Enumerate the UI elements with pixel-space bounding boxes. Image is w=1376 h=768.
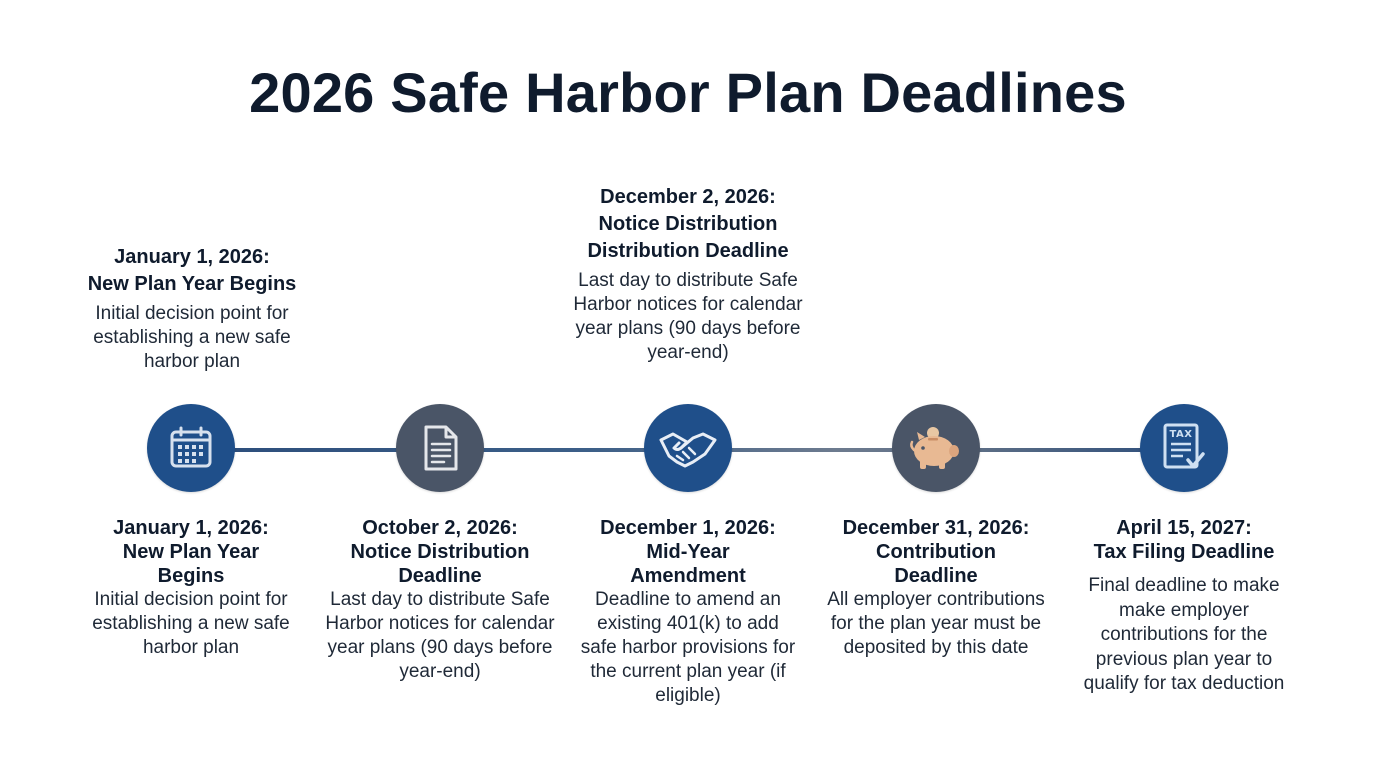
milestone-event: Contribution Deadline bbox=[876, 541, 996, 587]
calendar-icon bbox=[166, 423, 216, 473]
milestone-event: Tax Filing Deadline bbox=[1093, 541, 1275, 563]
milestone-node-5 bbox=[1140, 404, 1228, 492]
piggy-bank-icon bbox=[907, 424, 965, 472]
milestone-event: Mid-Year Amendment bbox=[630, 541, 746, 587]
milestone-label-1 bbox=[71, 516, 311, 660]
top-label-event: New Plan Year Begins bbox=[87, 273, 297, 295]
milestone-description: Final deadline to make make employer contributions for the previous plan year to qualify for tax deduction bbox=[1083, 575, 1285, 694]
milestone-description: Deadline to amend an existing 401(k) to add safe harbor provisions for the current plan year (if eligible) bbox=[580, 589, 796, 706]
top-label-december bbox=[558, 184, 818, 365]
milestone-description: Initial decision point for establishing a new safe harbor plan bbox=[92, 589, 290, 658]
page-title: 2026 Safe Harbor Plan Deadlines bbox=[249, 61, 1127, 124]
milestone-node-4 bbox=[892, 404, 980, 492]
milestone-label-4 bbox=[816, 516, 1056, 660]
top-label-description: Initial decision point for establishing a new safe harbor plan bbox=[93, 303, 291, 372]
top-label-date: December 2, 2026: bbox=[600, 186, 776, 208]
milestone-event: Notice Distribution Deadline bbox=[350, 541, 530, 587]
top-label-event: Notice Distribution Distribution Deadline bbox=[587, 213, 789, 262]
milestone-node-3 bbox=[644, 404, 732, 492]
milestone-event: New Plan Year Begins bbox=[122, 541, 260, 587]
milestone-node-1 bbox=[147, 404, 235, 492]
milestone-description: Last day to distribute Safe Harbor notices for calendar year plans (90 days before year-end) bbox=[325, 589, 555, 682]
milestone-date: December 1, 2026: bbox=[600, 517, 776, 539]
milestone-date: December 31, 2026: bbox=[842, 517, 1030, 539]
tax-icon-label: TAX bbox=[1169, 429, 1193, 440]
tax-form-icon bbox=[1161, 422, 1207, 474]
top-label-description: Last day to distribute Safe Harbor notices for calendar year plans (90 days before year-end) bbox=[573, 270, 803, 363]
milestone-label-2 bbox=[320, 516, 560, 684]
top-label-january bbox=[62, 244, 322, 374]
milestone-node-2 bbox=[396, 404, 484, 492]
top-label-date: January 1, 2026: bbox=[114, 246, 270, 268]
timeline bbox=[0, 404, 1376, 496]
handshake-icon bbox=[657, 426, 719, 470]
milestone-date: January 1, 2026: bbox=[113, 517, 269, 539]
milestone-description: All employer contributions for the plan year must be deposited by this date bbox=[827, 589, 1045, 658]
milestone-date: October 2, 2026: bbox=[362, 517, 518, 539]
milestone-date: April 15, 2027: bbox=[1116, 517, 1252, 539]
document-icon bbox=[418, 423, 462, 473]
milestone-label-3 bbox=[568, 516, 808, 708]
milestone-label-5 bbox=[1064, 516, 1304, 697]
